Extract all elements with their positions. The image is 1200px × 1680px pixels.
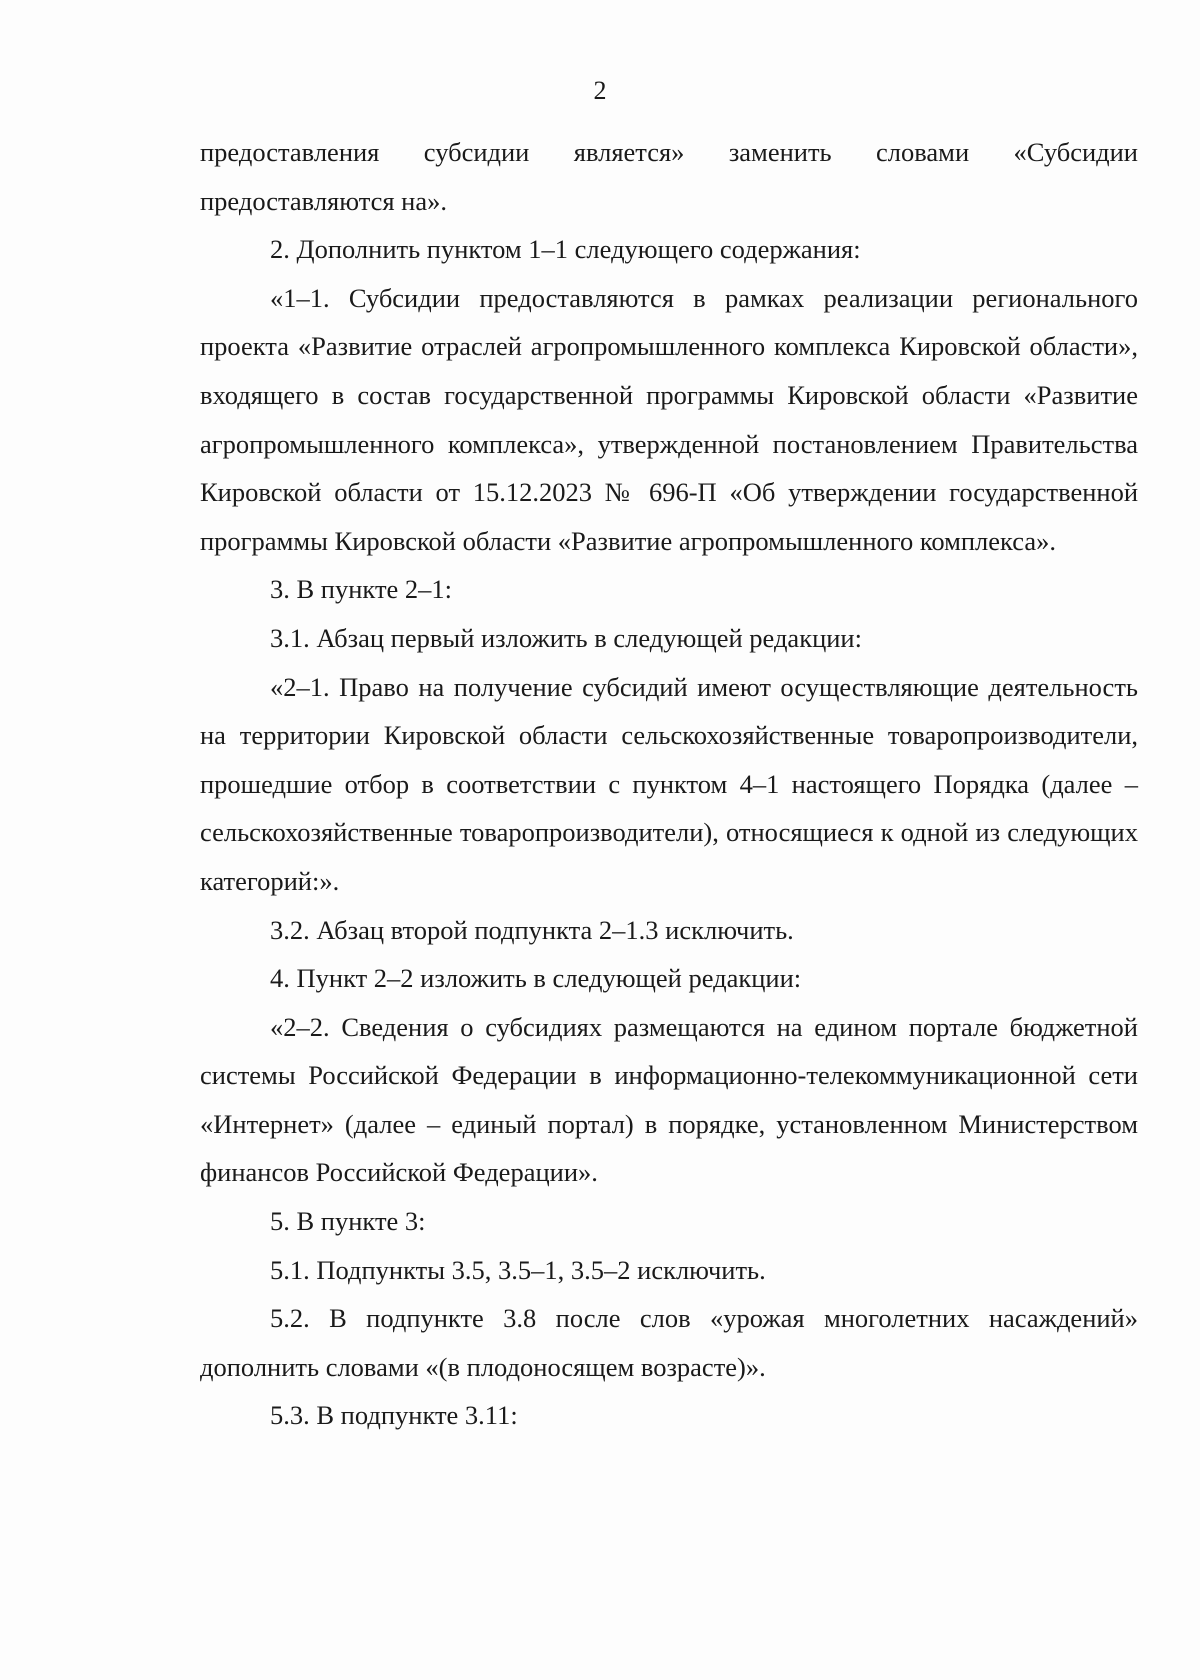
paragraph-item-5-1: 5.1. Подпункты 3.5, 3.5–1, 3.5–2 исключить. (270, 1254, 766, 1285)
paragraph-item-3-1: 3.1. Абзац первый изложить в следующей редакции: (270, 622, 862, 653)
paragraph-item-5-2: 5.2. В подпункте 3.8 после слов «урожая многолетних насаждений» дополнить словами «(в плодоносящем возрасте)». (200, 1303, 1138, 1382)
page-number: 2 (593, 76, 607, 105)
paragraph-item-3-2: 3.2. Абзац второй подпункта 2–1.3 исключить. (270, 914, 794, 945)
document-body (200, 128, 1138, 1440)
paragraph-item-2-1-text: «2–1. Право на получение субсидий имеют осуществляющие деятельность на территории Кировской области сельскохозяйственные товаропроизводители, прошедшие отбор в соответствии с пунктом 4–1 настоящего Порядка (далее – сельскохозяйственные товаропроизводители), относящиеся к одной из следующих категорий:». (200, 671, 1138, 896)
paragraph-item-1-1-text: «1–1. Субсидии предоставляются в рамках реализации регионального проекта «Развитие отраслей агропромышленного комплекса Кировской области», входящего в состав государственной программы Кировской области «Развитие агропромышленного комплекса», утвержденной постановлением Правительства Кировской области от 15.12.2023 № 696-П «Об утверждении государственной программы Кировской области «Развитие агропромышленного комплекса». (200, 282, 1138, 556)
paragraph-item-3: 3. В пункте 2–1: (270, 574, 453, 605)
paragraph-continuation: предоставления субсидии является» заменить словами «Субсидии предоставляются на». (200, 137, 1138, 216)
paragraph-item-2: 2. Дополнить пунктом 1–1 следующего содержания: (270, 234, 861, 265)
paragraph-item-2-2-text: «2–2. Сведения о субсидиях размещаются на едином портале бюджетной системы Российской Федерации в информационно-телекоммуникационной сети «Интернет» (далее – единый портал) в порядке, установленном Министерством финансов Российской Федерации». (200, 1011, 1138, 1188)
paragraph-item-5: 5. В пункте 3: (270, 1206, 426, 1237)
paragraph-item-5-3: 5.3. В подпункте 3.11: (270, 1400, 518, 1431)
paragraph-item-4: 4. Пункт 2–2 изложить в следующей редакции: (270, 963, 802, 994)
